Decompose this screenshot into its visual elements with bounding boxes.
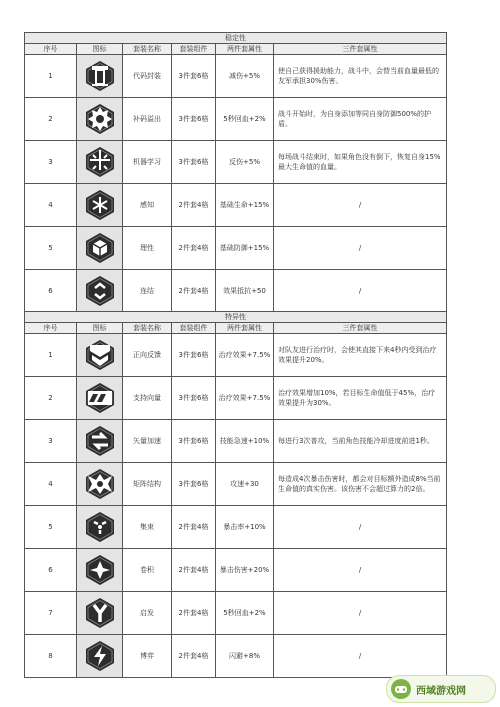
set-components: 3件套6格 xyxy=(172,98,216,141)
row-number: 1 xyxy=(25,334,77,377)
three-piece-bonus: 使自己获得援助能力，战斗中，会替当前血量最低的友军承担30%伤害。 xyxy=(274,55,447,98)
two-piece-bonus: 5秒回血+2% xyxy=(216,592,274,635)
set-icon-cell xyxy=(77,334,123,377)
spiked-core-icon xyxy=(84,103,116,135)
hex-bolt-icon xyxy=(84,640,116,672)
set-icon-cell xyxy=(77,635,123,678)
two-piece-bonus: 反伤+5% xyxy=(216,141,274,184)
set-components: 2件套4格 xyxy=(172,506,216,549)
hex-cube-icon xyxy=(84,232,116,264)
table-header-row xyxy=(25,44,447,55)
table-row xyxy=(25,377,447,420)
set-name: 连结 xyxy=(123,270,172,313)
row-number: 3 xyxy=(25,420,77,463)
row-number: 4 xyxy=(25,184,77,227)
row-number: 7 xyxy=(25,592,77,635)
set-icon-cell xyxy=(77,270,123,313)
table-title-row xyxy=(25,33,447,44)
three-piece-bonus: / xyxy=(274,184,447,227)
set-icon-cell xyxy=(77,227,123,270)
column-header: 两件套属性 xyxy=(216,323,274,334)
set-name: 代码封装 xyxy=(123,55,172,98)
column-header: 套装名称 xyxy=(123,44,172,55)
column-header: 套装组件 xyxy=(172,323,216,334)
column-header: 两件套属性 xyxy=(216,44,274,55)
hex-focus-icon xyxy=(84,511,116,543)
three-piece-bonus: 每场战斗结束时，如果角色没有倒下，恢复自身15%最大生命值的血量。 xyxy=(274,141,447,184)
column-header: 套装名称 xyxy=(123,323,172,334)
two-piece-bonus: 治疗效果+7.5% xyxy=(216,334,274,377)
table-row xyxy=(25,184,447,227)
three-piece-bonus: 每进行3次普攻，当前角色技能冷却进度前进1秒。 xyxy=(274,420,447,463)
table-row xyxy=(25,549,447,592)
set-name: 正向反馈 xyxy=(123,334,172,377)
table-row xyxy=(25,141,447,184)
set-name: 理性 xyxy=(123,227,172,270)
set-icon-cell xyxy=(77,184,123,227)
stability-table xyxy=(24,32,447,313)
column-header: 三件套属性 xyxy=(274,323,447,334)
three-piece-bonus: / xyxy=(274,592,447,635)
set-icon-cell xyxy=(77,506,123,549)
row-number: 4 xyxy=(25,463,77,506)
three-piece-bonus: / xyxy=(274,549,447,592)
row-number: 6 xyxy=(25,549,77,592)
set-components: 2件套4格 xyxy=(172,227,216,270)
set-name: 机器学习 xyxy=(123,141,172,184)
set-name: 卷积 xyxy=(123,549,172,592)
hex-compass-icon xyxy=(84,554,116,586)
set-icon-cell xyxy=(77,549,123,592)
three-piece-bonus: 每造成4次暴击伤害时，都会对目标额外造成8%当前生命值的真实伤害。该伤害不会超过算力的2倍。 xyxy=(274,463,447,506)
three-piece-bonus: / xyxy=(274,635,447,678)
cube-shield-icon xyxy=(84,60,116,92)
watermark-text: 西域游戏网 xyxy=(416,685,466,697)
set-name: 支持向量 xyxy=(123,377,172,420)
set-icon-cell xyxy=(77,463,123,506)
table-header-row xyxy=(25,323,447,334)
hex-y-icon xyxy=(84,597,116,629)
slash-block-icon xyxy=(84,382,116,414)
row-number: 2 xyxy=(25,98,77,141)
row-number: 3 xyxy=(25,141,77,184)
arrow-swirl-icon xyxy=(84,425,116,457)
row-number: 5 xyxy=(25,227,77,270)
two-piece-bonus: 暴击伤害+20% xyxy=(216,549,274,592)
table-row xyxy=(25,635,447,678)
three-piece-bonus: / xyxy=(274,270,447,313)
game-controller-icon xyxy=(390,678,412,700)
two-piece-bonus: 基础生命+15% xyxy=(216,184,274,227)
table-row xyxy=(25,270,447,313)
three-piece-bonus: / xyxy=(274,227,447,270)
two-piece-bonus: 基础防御+15% xyxy=(216,227,274,270)
three-piece-bonus: 治疗效果增加10%，若目标生命值低于45%，治疗效果提升为30%。 xyxy=(274,377,447,420)
column-header: 序号 xyxy=(25,323,77,334)
hex-snowflake-icon xyxy=(84,189,116,221)
chevron-shield-icon xyxy=(84,339,116,371)
set-components: 3件套6格 xyxy=(172,420,216,463)
set-icon-cell xyxy=(77,420,123,463)
row-number: 2 xyxy=(25,377,77,420)
column-header: 序号 xyxy=(25,44,77,55)
three-piece-bonus: 战斗开始时，为自身添加等同自身防御500%的护盾。 xyxy=(274,98,447,141)
set-icon-cell xyxy=(77,377,123,420)
set-components: 3件套6格 xyxy=(172,334,216,377)
table-row xyxy=(25,334,447,377)
set-components: 3件套6格 xyxy=(172,463,216,506)
set-components: 2件套4格 xyxy=(172,635,216,678)
table-row xyxy=(25,227,447,270)
column-header: 图标 xyxy=(77,44,123,55)
hex-link-icon xyxy=(84,275,116,307)
table-row xyxy=(25,506,447,549)
three-piece-bonus: 对队友进行治疗时，会使其直接下来4秒内受到治疗效果提升20%。 xyxy=(274,334,447,377)
set-name: 矢量加速 xyxy=(123,420,172,463)
table-row xyxy=(25,420,447,463)
two-piece-bonus: 闪避+8% xyxy=(216,635,274,678)
star-burst-icon xyxy=(84,468,116,500)
column-header: 三件套属性 xyxy=(274,44,447,55)
set-name: 集束 xyxy=(123,506,172,549)
set-icon-cell xyxy=(77,98,123,141)
three-piece-bonus: / xyxy=(274,506,447,549)
cross-arrows-icon xyxy=(84,146,116,178)
row-number: 8 xyxy=(25,635,77,678)
set-components: 3件套6格 xyxy=(172,377,216,420)
set-icon-cell xyxy=(77,141,123,184)
table-title: 稳定性 xyxy=(25,33,447,44)
row-number: 6 xyxy=(25,270,77,313)
set-components: 3件套6格 xyxy=(172,141,216,184)
table-row xyxy=(25,98,447,141)
table-row xyxy=(25,55,447,98)
two-piece-bonus: 减伤+5% xyxy=(216,55,274,98)
set-components: 2件套4格 xyxy=(172,549,216,592)
set-name: 启发 xyxy=(123,592,172,635)
watermark-badge xyxy=(386,675,496,703)
set-icon-cell xyxy=(77,55,123,98)
set-name: 感知 xyxy=(123,184,172,227)
set-name: 博弈 xyxy=(123,635,172,678)
table-title-row xyxy=(25,312,447,323)
two-piece-bonus: 技能急速+10% xyxy=(216,420,274,463)
table-row xyxy=(25,463,447,506)
two-piece-bonus: 攻速+30 xyxy=(216,463,274,506)
set-components: 2件套4格 xyxy=(172,184,216,227)
set-components: 2件套4格 xyxy=(172,270,216,313)
row-number: 5 xyxy=(25,506,77,549)
column-header: 图标 xyxy=(77,323,123,334)
set-components: 2件套4格 xyxy=(172,592,216,635)
two-piece-bonus: 5秒回血+2% xyxy=(216,98,274,141)
set-name: 补码溢出 xyxy=(123,98,172,141)
set-icon-cell xyxy=(77,592,123,635)
table-row xyxy=(25,592,447,635)
set-components: 3件套6格 xyxy=(172,55,216,98)
set-name: 矩阵结构 xyxy=(123,463,172,506)
two-piece-bonus: 暴击率+10% xyxy=(216,506,274,549)
specificity-table xyxy=(24,311,447,678)
table-title: 特异性 xyxy=(25,312,447,323)
two-piece-bonus: 效果抵抗+50 xyxy=(216,270,274,313)
row-number: 1 xyxy=(25,55,77,98)
two-piece-bonus: 治疗效果+7.5% xyxy=(216,377,274,420)
column-header: 套装组件 xyxy=(172,44,216,55)
